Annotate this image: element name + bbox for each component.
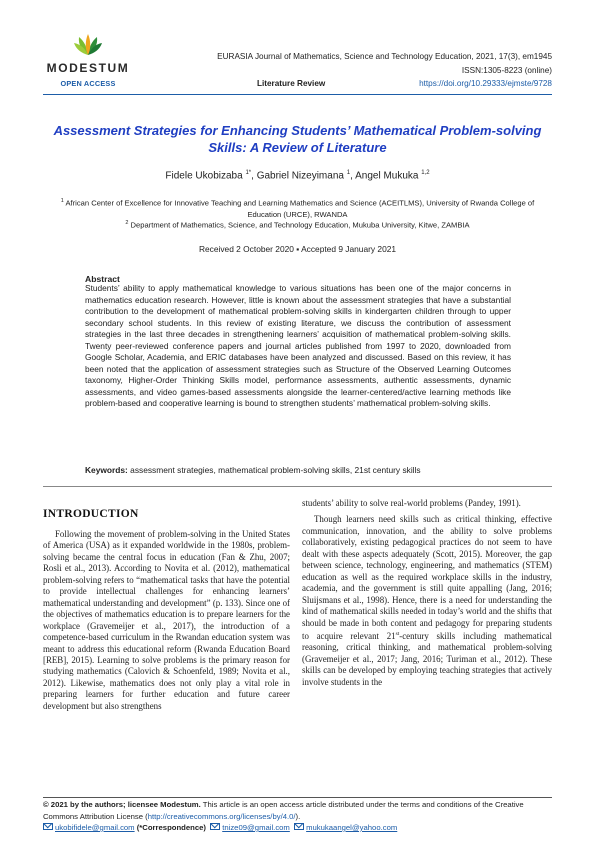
- affiliation-text: African Center of Excellence for Innovative Teaching and Learning Mathematics and Science (ACEITLMS), University of Rwanda College of Education (URCE), RWANDA: [65, 198, 535, 219]
- author-name: Gabriel Nizeyimana: [256, 170, 344, 182]
- issn: ISSN:1305-8223 (online): [461, 66, 552, 75]
- author-list: Fidele Ukobizaba $^{1*}$, Gabriel Nizeyimana $^1$, Angel Mukuka $^{1,2}$: [165, 170, 430, 182]
- header-divider: [43, 94, 552, 95]
- correspondence-note: (*Correspondence): [136, 823, 206, 832]
- license-text: This article is an open access article distributed under the terms and conditions of the Creative Commons Attribution License (: [43, 800, 524, 821]
- left-column: [43, 529, 290, 712]
- copyright: © 2021 by the authors; licensee Modestum.: [43, 800, 201, 809]
- author-affiliation-mark: 1: [346, 170, 351, 176]
- affiliation: [43, 196, 552, 220]
- keywords: [85, 465, 555, 475]
- journal-logo: [38, 33, 138, 57]
- author-affiliation-mark: 1*: [245, 170, 252, 176]
- open-access-label: OPEN ACCESS: [60, 79, 116, 88]
- author-name: Fidele Ukobizaba: [165, 170, 243, 182]
- body-paragraph: Following the movement of problem-solving in the United States of America (USA) as it expanded worldwide in the 1980s, problem-solving became the central focus in education (Fan & Zhu, 2007; Rosli et al., 2013). According to Novita et al. (2012), mathematical problem-solving refers to “mathematical tasks that have the potential to provide intellectual challenges for enhancing learners’ mathematical understanding and development” (p. 133). Since one of the objectives of mathematics education is to prepare learners for the workplace (Gravemeijer et al., 2017), the introduction of a competence-based curriculum in the Rwandan education system was meant to address this educational reform (Rwanda Education Board [REB], 2015). Learning to solve problems is the primary reason for studying mathematics (Calovich & Schoenfeld, 1989; Novita et al., 2012). Likewise, mathematics does not only play a vital role in preparing learners for further education and future career development but also strengthens: [43, 529, 290, 711]
- email-link[interactable]: tnize09@gmail.com: [222, 823, 290, 832]
- doi-link[interactable]: https://doi.org/10.29333/ejmste/9728: [419, 79, 552, 88]
- brand-name: MODESTUM: [46, 61, 130, 75]
- body-paragraph: students’ ability to solve real-world problems (Pandey, 1991).: [302, 498, 521, 508]
- keywords-text: assessment strategies, mathematical problem-solving skills, 21st century skills: [130, 465, 421, 475]
- license-text-end: ).: [295, 811, 301, 821]
- paragraph-text: Though learners need skills such as critical thinking, effective communication, innovation, and the ability to solve problems collaboratively, existing pedagogical practices do not seem to have dealt with these aspects adequately (Scott, 2015). Moreover, the gap between science, technology, engineering, and mathematics (STEM) education as well as the required workplace skills in the industry, academia, and the government is still quite appalling (Jang, 2016; Sluijsmans et al., 1998). Hence, there is a need for understanding the kind of mathematical skills needed in today’s world and the shifts that should be made in both content and pedagogy for preparing students to acquire relevant 21: [302, 514, 552, 641]
- footer-divider: [43, 797, 552, 798]
- email-link[interactable]: mukukaangel@yahoo.com: [306, 823, 398, 832]
- article-type: Literature Review: [257, 79, 326, 88]
- license-link[interactable]: http://creativecommons.org/licenses/by/4.0/: [147, 811, 296, 821]
- affiliation-mark: 1: [60, 198, 64, 204]
- author-affiliation-mark: 1,2: [421, 170, 430, 176]
- envelope-icon: [43, 823, 53, 830]
- contact-emails: [43, 823, 552, 832]
- affiliation-text: Department of Mathematics, Science, and Technology Education, Mukuba University, Kitwe, ZAMBIA: [130, 220, 470, 230]
- body-paragraph: [302, 514, 552, 688]
- email-link[interactable]: ukobifidele@gmail.com: [55, 823, 135, 832]
- paragraph-text: -century skills including mathematical reasoning, critical thinking, and mathematical problem-solving (Gravemeijer et al., 2017; Jang, 2016; Turiman et al., 2012). These skills can be developed by employing teaching strategies that actively involve students in the: [302, 630, 552, 687]
- journal-citation: EURASIA Journal of Mathematics, Science and Technology Education, 2021, 17(3), em1945: [217, 52, 552, 61]
- abstract-divider: [43, 486, 552, 487]
- received-dates: Received 2 October 2020 ▪ Accepted 9 January 2021: [198, 244, 397, 254]
- keywords-label: Keywords:: [85, 465, 128, 475]
- right-column: [302, 498, 552, 688]
- leaf-logo-icon: [73, 33, 103, 57]
- abstract-text: Students’ ability to apply mathematical knowledge to various situations has been one of the major concerns in mathematics education research. However, little is known about the assessment strategies that have a substantial contribution to the development of mathematical problem-solving skills in kindergarten children through to upper secondary school students. In this review of existing literature, we discuss the contribution of assessment strategies in the last three decades in strengthening learners’ acquisition of mathematical problem-solving skills. Twenty peer-reviewed conference papers and journal articles published from 1997 to 2020, downloaded from Google Scholar, Academia, and ERIC databases have been analyzed and discussed. Based on this review, it has been noted that the application of assessment strategies such as Structure of the Observed Learning Outcomes taxonomy, Higher-Order Thinking Skills model, performance assessments, authentic assessments, dynamic assessments, and video games-based assessments alongside the learner-centered/active learning methods like problem-based and cooperative learning is bound to strengthen students’ mathematical problem-solving skills.: [85, 283, 511, 408]
- abstract-heading: Abstract: [85, 274, 120, 284]
- envelope-icon: [294, 823, 304, 830]
- ordinal-suffix: st: [395, 630, 400, 637]
- article-title: Assessment Strategies for Enhancing Students’ Mathematical Problem-solving Skills: A Review of Literature: [53, 123, 542, 155]
- license-notice: [43, 799, 552, 822]
- author-name: Angel Mukuka: [355, 170, 419, 182]
- affiliation: [43, 220, 552, 230]
- section-heading: INTRODUCTION: [43, 508, 139, 520]
- envelope-icon: [210, 823, 220, 830]
- affiliation-mark: 2: [125, 220, 129, 226]
